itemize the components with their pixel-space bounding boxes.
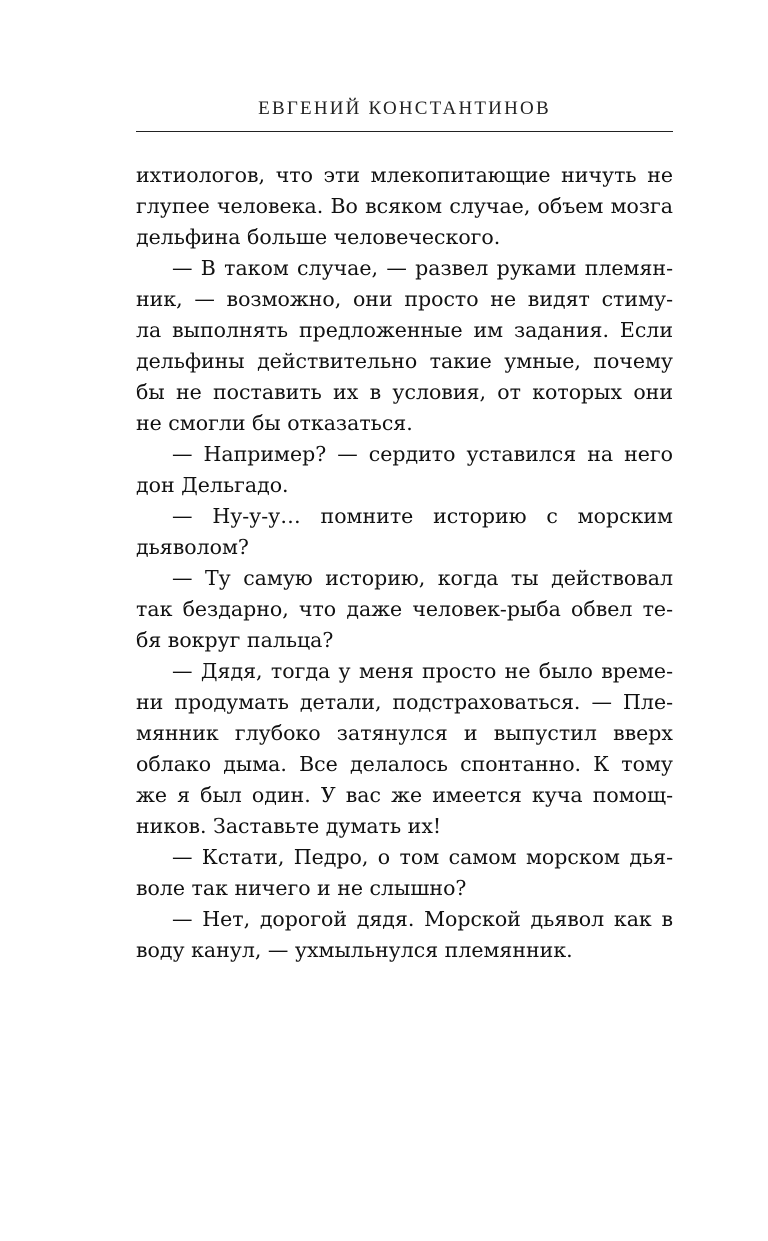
text-line: дьяволом? [136,535,249,559]
text-line: так бездарно, что даже человек-рыба обвел те- [136,597,673,621]
running-head-author: ЕВГЕНИЙ КОНСТАНТИНОВ [258,98,551,119]
text-line: — Дядя, тогда у меня просто не было време- [172,659,673,683]
text-line: — Ту самую историю, когда ты действовал [172,566,673,590]
text-line: дон Дельгадо. [136,473,289,497]
text-line: воду канул, — ухмыльнулся племянник. [136,938,573,962]
text-line: ла выполнять предложенные им задания. Если [136,318,673,342]
text-line: ихтиологов, что эти млекопитающие ничуть не [136,163,673,187]
body-text [136,160,673,966]
text-line: воле так ничего и не слышно? [136,876,467,900]
text-line: дельфины действительно такие умные, почему [136,349,673,373]
header-rule [136,131,673,132]
text-line: бя вокруг пальца? [136,628,334,652]
text-line: не смогли бы отказаться. [136,411,413,435]
text-line: ник, — возможно, они просто не видят стиму- [136,287,673,311]
text-line: облако дыма. Все делалось спонтанно. К тому [136,752,673,776]
text-line: ников. Заставьте думать их! [136,814,442,838]
text-line: же я был один. У вас же имеется куча помощ- [136,783,673,807]
text-line: мянник глубоко затянулся и выпустил вверх [136,721,673,745]
text-line: — В таком случае, — развел руками племян- [172,256,673,280]
text-line: — Например? — сердито уставился на него [172,442,673,466]
text-line: — Нет, дорогой дядя. Морской дьявол как в [172,907,673,931]
text-line: глупее человека. Во всяком случае, объем мозга [136,194,673,218]
text-line: — Ну-у-у… помните историю с морским [172,504,673,528]
text-line: дельфина больше человеческого. [136,225,501,249]
text-line: бы не поставить их в условия, от которых они [136,380,673,404]
text-line: ни продумать детали, подстраховаться. — Пле- [136,690,673,714]
text-line: — Кстати, Педро, о том самом морском дья- [172,845,673,869]
